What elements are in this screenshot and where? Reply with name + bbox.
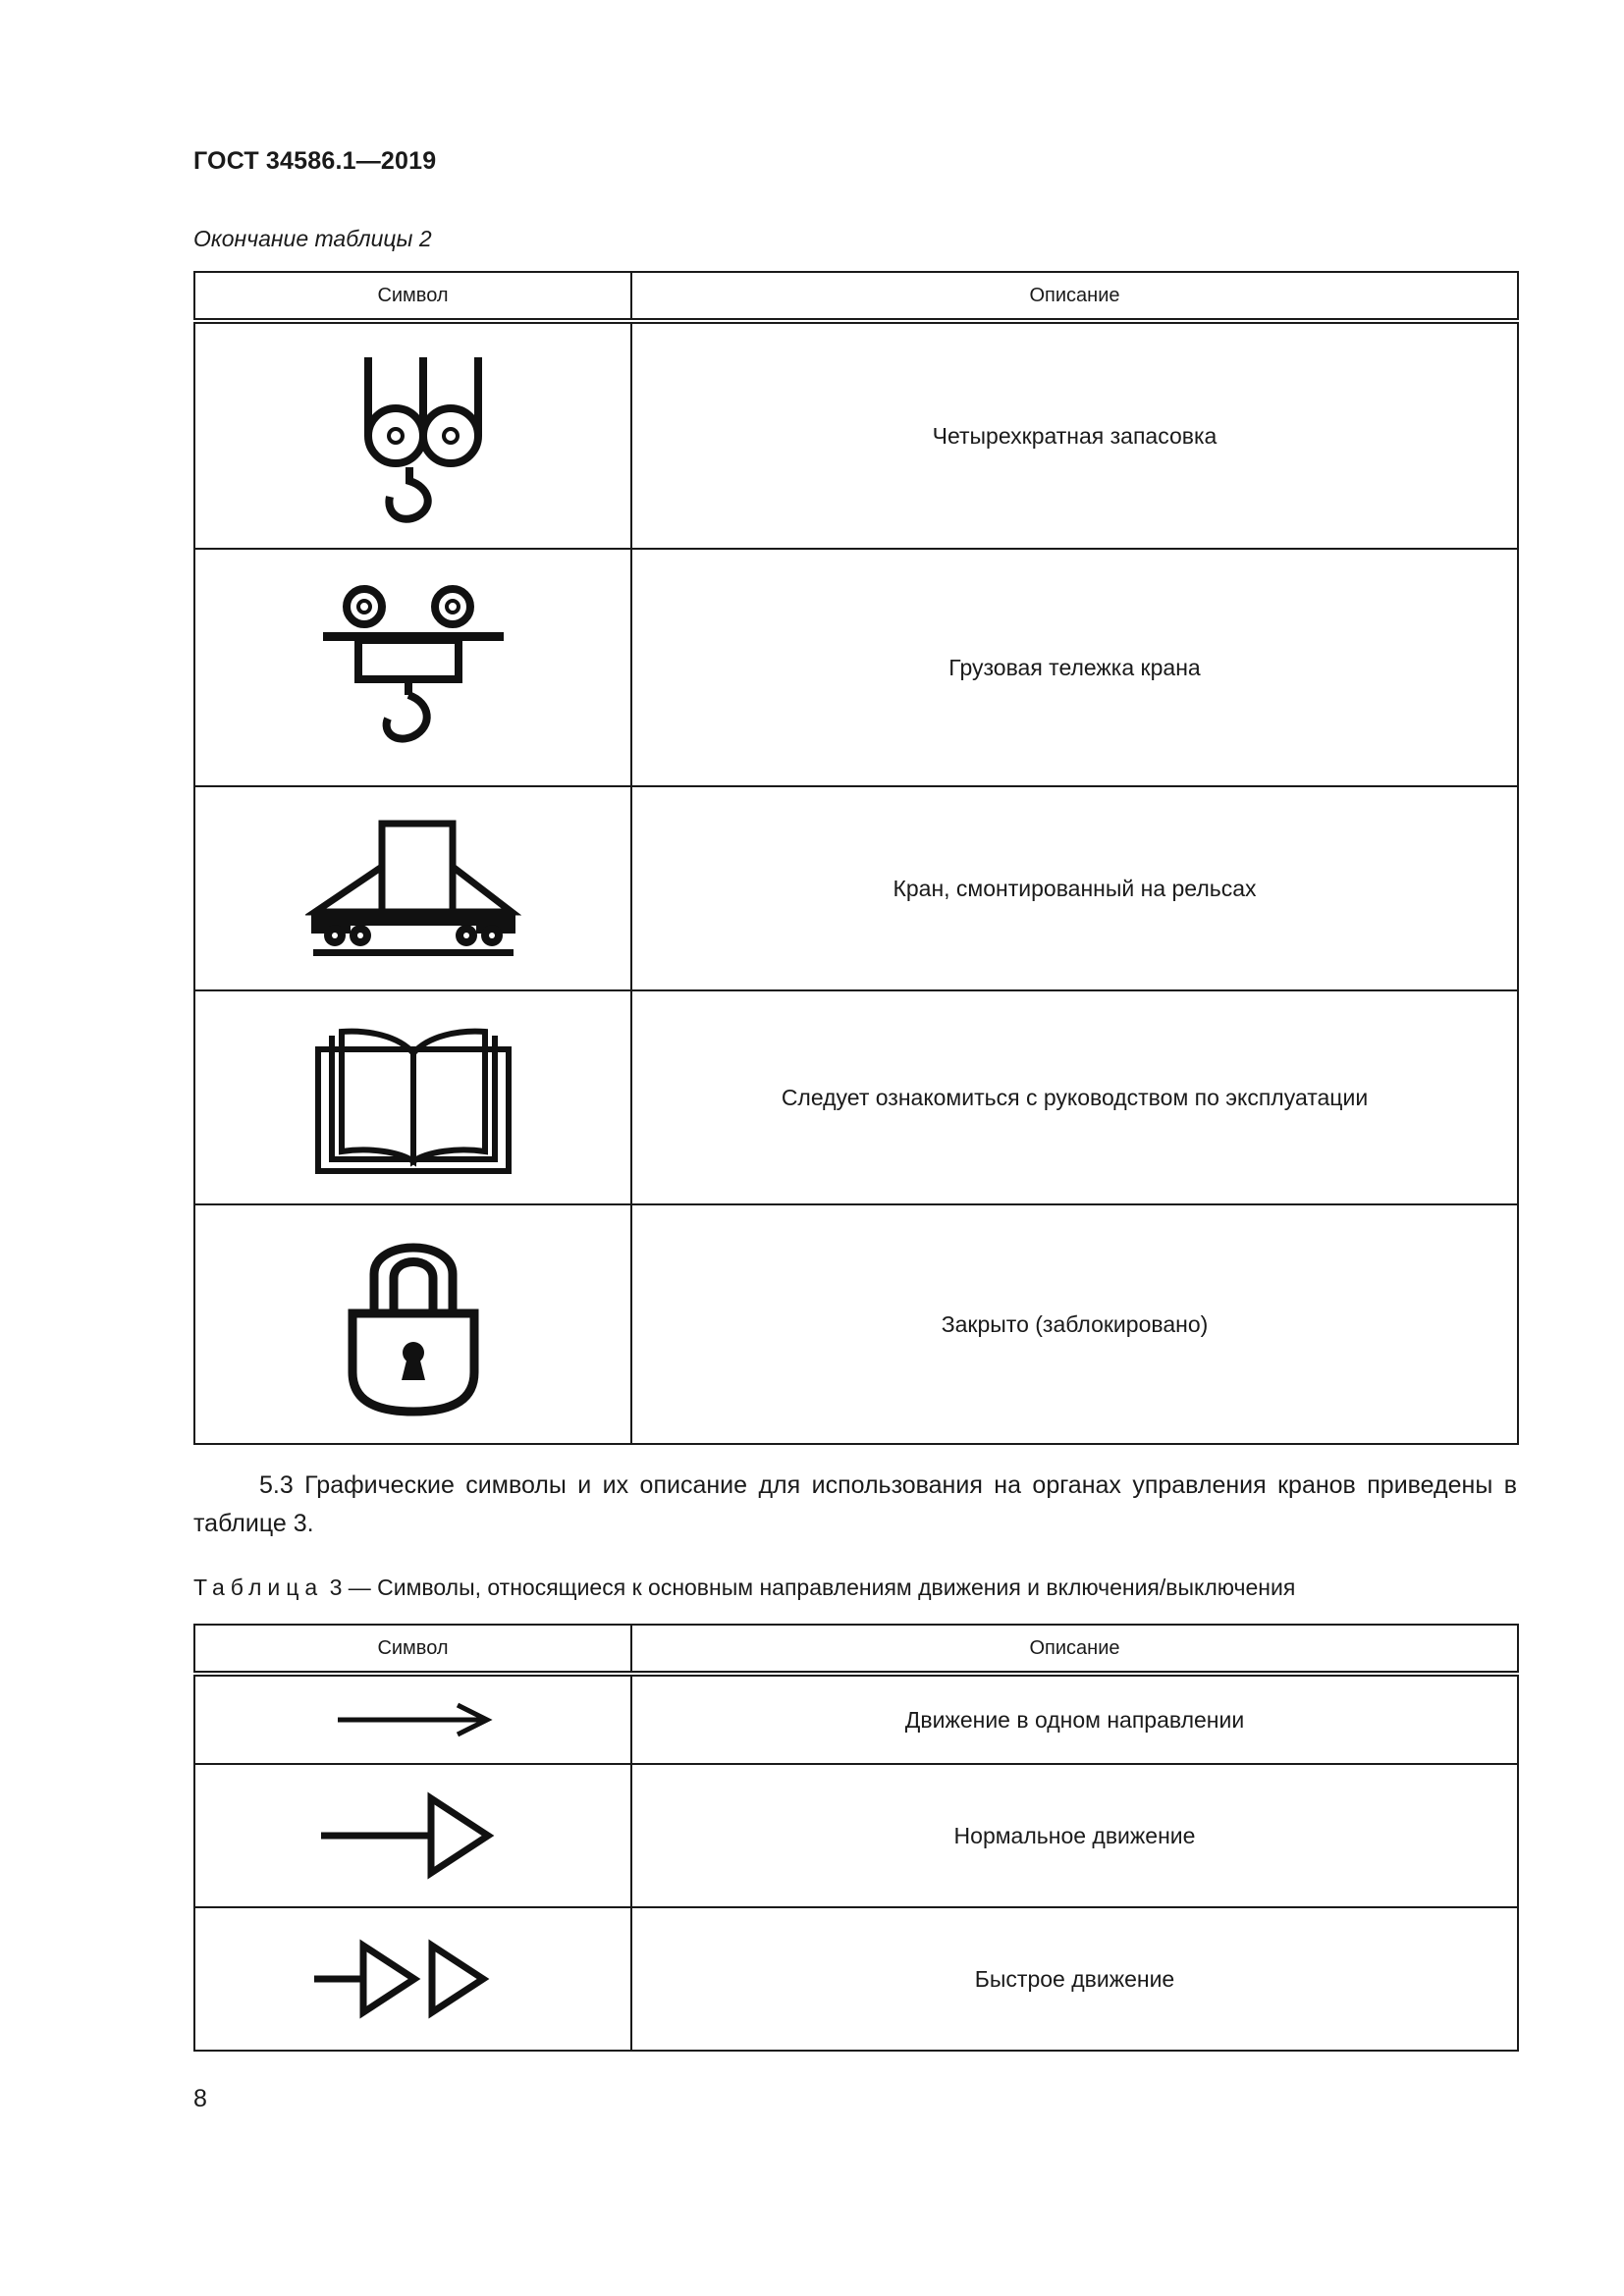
table3-caption-label: Таблица xyxy=(193,1575,324,1600)
table3-caption xyxy=(193,1575,1295,1601)
table-row xyxy=(194,1674,1518,1764)
symbol-cell xyxy=(194,786,631,990)
table2 xyxy=(193,271,1519,1445)
description-cell: Быстрое движение xyxy=(631,1907,1518,2051)
fast-motion-icon xyxy=(310,1930,516,2028)
table-row xyxy=(194,786,1518,990)
document-header: ГОСТ 34586.1—2019 xyxy=(193,147,437,175)
description-cell: Четырехкратная запасовка xyxy=(631,321,1518,549)
operating-manual-book-icon xyxy=(310,1014,516,1181)
table-row xyxy=(194,549,1518,786)
page-number: 8 xyxy=(193,2085,207,2112)
crane-trolley-icon xyxy=(315,579,512,756)
table-row xyxy=(194,1907,1518,2051)
symbol-cell xyxy=(194,1204,631,1444)
table-row xyxy=(194,1764,1518,1907)
table3-col-symbol: Символ xyxy=(194,1625,631,1674)
table2-col-description: Описание xyxy=(631,272,1518,321)
table-row xyxy=(194,990,1518,1204)
symbol-cell xyxy=(194,1764,631,1907)
one-direction-arrow-icon xyxy=(330,1695,497,1744)
symbol-cell xyxy=(194,990,631,1204)
symbol-cell xyxy=(194,1907,631,2051)
table2-header-row xyxy=(194,272,1518,321)
table3-caption-text: 3 — Символы, относящиеся к основным направлениям движения и включения/выключения xyxy=(323,1575,1296,1600)
table2-col-symbol: Символ xyxy=(194,272,631,321)
table2-continuation-caption: Окончание таблицы 2 xyxy=(193,226,432,251)
symbol-cell xyxy=(194,549,631,786)
description-cell: Кран, смонтированный на рельсах xyxy=(631,786,1518,990)
table3 xyxy=(193,1624,1519,2052)
symbol-cell xyxy=(194,1674,631,1764)
table3-header-row xyxy=(194,1625,1518,1674)
description-cell: Движение в одном направлении xyxy=(631,1674,1518,1764)
table3-col-description: Описание xyxy=(631,1625,1518,1674)
rail-mounted-crane-icon xyxy=(305,810,521,967)
symbol-cell xyxy=(194,321,631,549)
description-cell: Следует ознакомиться с руководством по эксплуатации xyxy=(631,990,1518,1204)
normal-motion-icon xyxy=(315,1787,512,1885)
description-cell: Грузовая тележка крана xyxy=(631,549,1518,786)
table-row xyxy=(194,321,1518,549)
table-row xyxy=(194,1204,1518,1444)
padlock-icon xyxy=(345,1231,482,1417)
description-cell: Нормальное движение xyxy=(631,1764,1518,1907)
fourfold-reeving-icon xyxy=(315,347,512,524)
paragraph-5-3: 5.3 Графические символы и их описание для использования на органах управления кранов приведены в таблице 3. xyxy=(193,1471,1517,1537)
description-cell: Закрыто (заблокировано) xyxy=(631,1204,1518,1444)
